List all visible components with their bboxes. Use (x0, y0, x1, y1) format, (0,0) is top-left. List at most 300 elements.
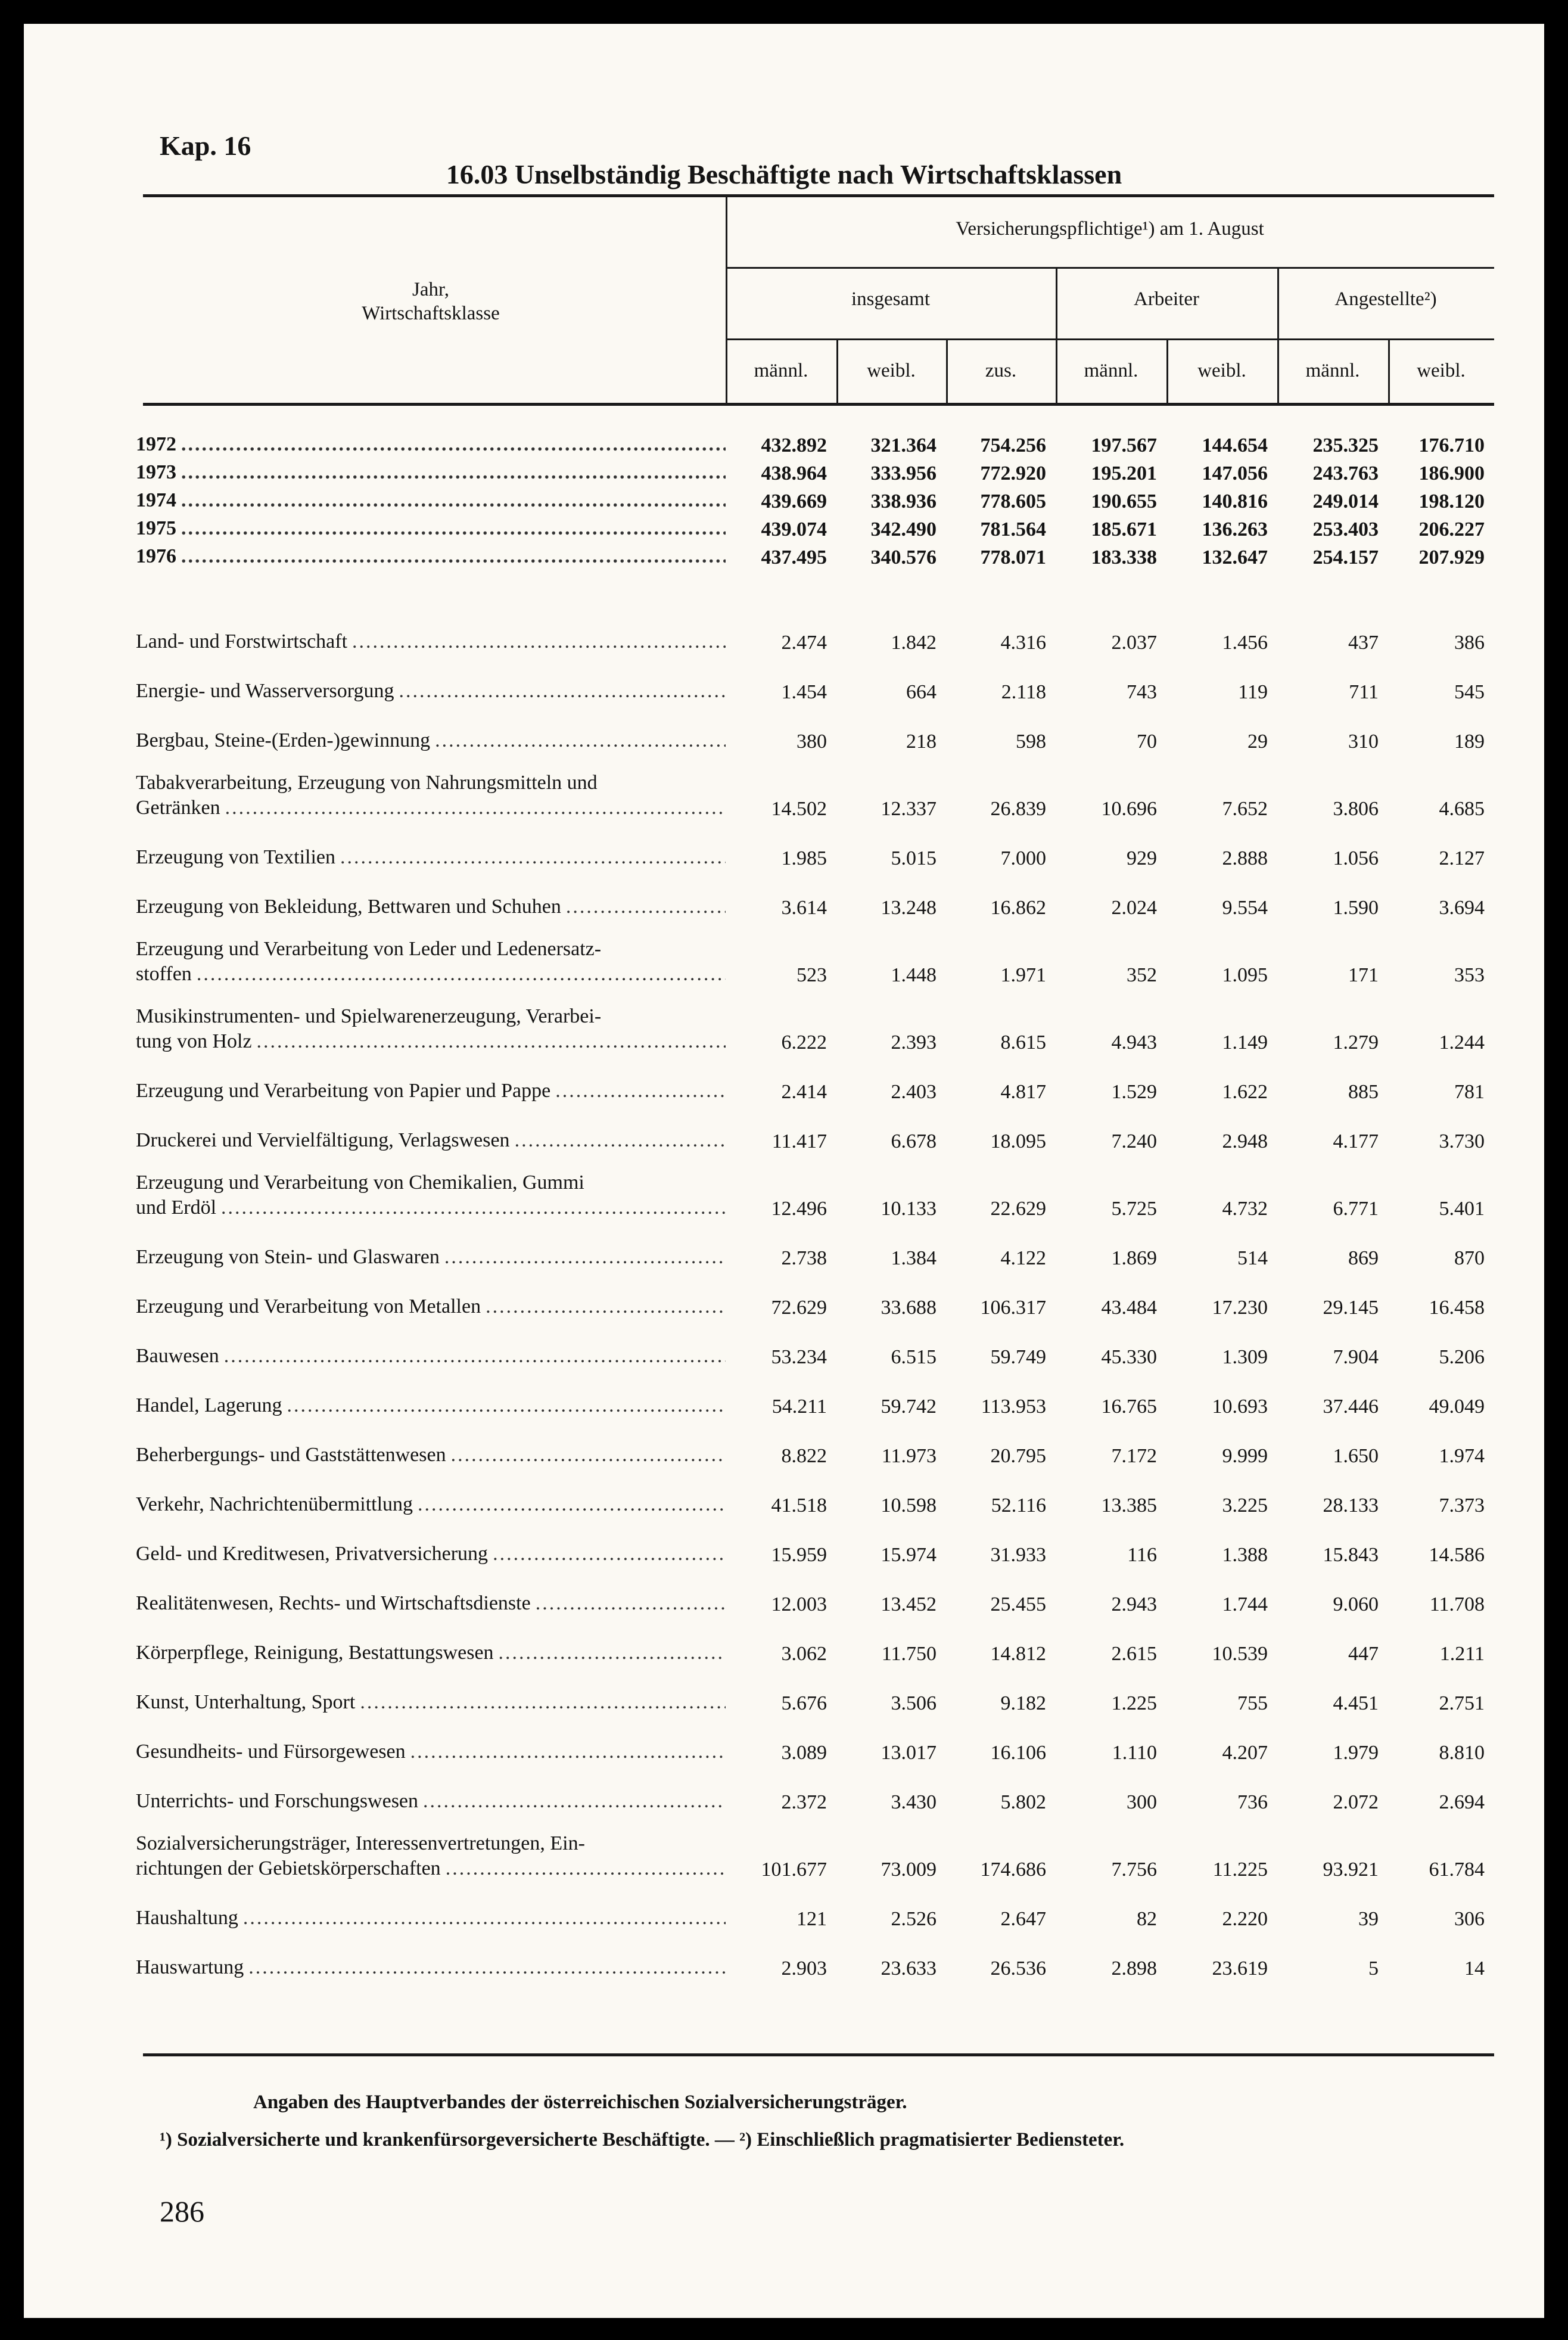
cell-value: 15.974 (881, 1544, 937, 1566)
leader-dots (225, 795, 726, 821)
leader-dots (352, 629, 726, 654)
cell-value: 1.110 (1112, 1742, 1157, 1764)
cell-value: 7.240 (1111, 1130, 1157, 1152)
cell-value: 4.732 (1222, 1198, 1268, 1220)
cell-value: 93.921 (1323, 1859, 1379, 1881)
row-label (136, 1369, 726, 1418)
row-label-text: Bergbau, Steine-(Erden-)gewinnung (136, 729, 431, 751)
top-rule (143, 194, 1494, 197)
subheader-insgesamt: insgesamt (851, 288, 930, 310)
cell-value: 254.157 (1312, 546, 1379, 568)
cell-value: 72.629 (771, 1297, 827, 1319)
row-label-text: Energie- und Wasserversorgung (136, 680, 394, 702)
cell-value: 3.089 (781, 1742, 827, 1764)
row-label-first-line: Erzeugung und Verarbeitung von Chemikalien, Gummi (136, 1171, 584, 1194)
table-row (136, 1814, 1494, 1881)
table-row (136, 654, 1494, 704)
leader-dots (499, 1640, 726, 1665)
cell-value: 121 (797, 1908, 827, 1930)
row-label-text: Bauwesen (136, 1345, 219, 1367)
row-label (136, 1220, 726, 1270)
leader-dots (566, 894, 726, 919)
cell-value: 113.953 (981, 1396, 1046, 1418)
cell-value: 197.567 (1091, 434, 1157, 456)
cell-value: 885 (1348, 1081, 1379, 1103)
cell-value: 2.647 (1000, 1908, 1046, 1930)
cell-value: 2.526 (891, 1908, 937, 1930)
row-label-text: Körperpflege, Reinigung, Bestattungswesen (136, 1642, 494, 1664)
cell-value: 2.024 (1111, 897, 1157, 919)
row-label (136, 1418, 726, 1468)
cell-value: 207.929 (1418, 546, 1485, 568)
leader-dots (410, 1739, 726, 1764)
cell-value: 101.677 (761, 1859, 827, 1881)
cell-value: 755 (1237, 1692, 1268, 1714)
table-row (136, 605, 1494, 654)
cell-value: 28.133 (1323, 1494, 1379, 1517)
cell-value: 869 (1348, 1247, 1379, 1269)
cell-value: 4.451 (1333, 1692, 1379, 1714)
row-label (136, 1665, 726, 1715)
cell-value: 59.742 (881, 1396, 937, 1418)
cell-value: 353 (1454, 964, 1485, 986)
cell-value: 176.710 (1418, 434, 1485, 456)
cell-value: 9.060 (1333, 1593, 1379, 1615)
cell-value: 772.920 (980, 462, 1046, 484)
table-row (136, 1764, 1494, 1814)
cell-value: 82 (1137, 1908, 1157, 1930)
subheader-angestellte: Angestellte²) (1334, 288, 1437, 310)
cell-value: 49.049 (1429, 1396, 1485, 1418)
table-row (136, 1104, 1494, 1153)
cell-value: 8.822 (781, 1445, 827, 1467)
row-label-text: Beherbergungs- und Gaststättenwesen (136, 1444, 446, 1466)
table-bottom-rule (143, 2053, 1494, 2056)
leader-dots (243, 1906, 726, 1931)
cell-value: 380 (797, 731, 827, 753)
leader-dots (181, 516, 726, 541)
row-label (136, 987, 726, 1054)
cell-value: 54.211 (771, 1396, 827, 1418)
header-rule-group (726, 267, 1494, 269)
cell-value: 2.903 (781, 1957, 827, 1979)
row-label (136, 605, 726, 654)
cell-value: 29 (1247, 731, 1268, 753)
cell-value: 13.385 (1101, 1494, 1157, 1517)
group-header: Versicherungspflichtige¹) am 1. August (956, 218, 1264, 240)
cell-value: 140.816 (1202, 490, 1268, 512)
row-label (136, 704, 726, 753)
row-label-text: Haushaltung (136, 1907, 238, 1929)
cell-value: 3.614 (781, 897, 827, 919)
cell-value: 1.056 (1333, 847, 1379, 869)
cell-value: 174.686 (980, 1859, 1046, 1881)
cell-value: 195.201 (1091, 462, 1157, 484)
row-label (136, 753, 726, 821)
cell-value: 2.615 (1111, 1643, 1157, 1665)
row-label-text: 1974 (136, 489, 176, 511)
cell-value: 13.017 (881, 1742, 937, 1764)
cell-value: 7.373 (1439, 1494, 1485, 1517)
cell-value: 4.207 (1222, 1742, 1268, 1764)
table-row (136, 429, 1494, 457)
leader-dots (536, 1591, 726, 1616)
cell-value: 23.619 (1212, 1957, 1268, 1979)
row-label-text: Gesundheits- und Fürsorgewesen (136, 1741, 406, 1763)
row-label-text: Geld- und Kreditwesen, Privatversicherung (136, 1543, 489, 1565)
cell-value: 5.802 (1000, 1791, 1046, 1813)
cell-value: 16.106 (990, 1742, 1046, 1764)
row-label-text: Verkehr, Nachrichtenübermittlung (136, 1493, 413, 1515)
leader-dots (224, 1344, 726, 1369)
leader-dots (340, 845, 726, 870)
row-label-text: 1972 (136, 433, 176, 455)
leader-dots (555, 1079, 726, 1104)
cell-value: 4.316 (1000, 632, 1046, 654)
cell-value: 4.943 (1111, 1031, 1157, 1054)
cell-value: 1.225 (1111, 1692, 1157, 1714)
row-label-text: Handel, Lagerung (136, 1394, 282, 1416)
cell-value: 2.372 (781, 1791, 827, 1813)
cell-value: 16.862 (990, 897, 1046, 919)
table-row (136, 457, 1494, 485)
row-label-line-2: Wirtschaftsklasse (362, 303, 500, 324)
cell-value: 781 (1454, 1081, 1485, 1103)
row-label-text: Realitätenwesen, Rechts- und Wirtschaftsdienste (136, 1592, 531, 1614)
cell-value: 10.696 (1101, 798, 1157, 820)
cell-value: 190.655 (1091, 490, 1157, 512)
table-row (136, 541, 1494, 569)
leader-dots (446, 1856, 726, 1881)
leader-dots (493, 1542, 726, 1567)
leader-dots (257, 1029, 726, 1054)
row-label (136, 513, 726, 541)
cell-value: 2.037 (1111, 632, 1157, 654)
row-label (136, 457, 726, 485)
table-row (136, 1220, 1494, 1270)
col-header-weibl: weibl. (867, 360, 916, 381)
cell-value: 183.338 (1091, 546, 1157, 568)
cell-value: 2.403 (891, 1081, 937, 1103)
cell-value: 1.388 (1222, 1544, 1268, 1566)
cell-value: 5.676 (781, 1692, 827, 1714)
table-row (136, 1881, 1494, 1931)
cell-value: 25.455 (990, 1593, 1046, 1615)
row-label-text: Erzeugung und Verarbeitung von Metallen (136, 1295, 481, 1317)
cell-value: 12.496 (771, 1198, 827, 1220)
table-row (136, 919, 1494, 987)
leader-dots (486, 1294, 726, 1319)
cell-value: 6.678 (891, 1130, 937, 1152)
table-row (136, 1054, 1494, 1104)
cell-value: 2.414 (781, 1081, 827, 1103)
row-label (136, 1270, 726, 1319)
cell-value: 743 (1127, 681, 1157, 703)
cell-value: 438.964 (761, 462, 827, 484)
cell-value: 1.384 (891, 1247, 937, 1269)
col-header-weibl: weibl. (1197, 360, 1246, 381)
row-label-text: Unterrichts- und Forschungswesen (136, 1790, 419, 1812)
cell-value: 5.015 (891, 847, 937, 869)
row-label (136, 1319, 726, 1369)
cell-value: 2.474 (781, 632, 827, 654)
row-label-first-line: Erzeugung und Verarbeitung von Leder und Ledenersatz- (136, 938, 602, 960)
cell-value: 37.446 (1323, 1396, 1379, 1418)
row-label-text: und Erdöl (136, 1197, 217, 1219)
cell-value: 16.458 (1429, 1297, 1485, 1319)
cell-value: 2.127 (1439, 847, 1485, 869)
row-label-text: Erzeugung von Textilien (136, 846, 336, 868)
cell-value: 70 (1137, 731, 1157, 753)
leader-dots (435, 728, 726, 753)
cell-value: 1.454 (781, 681, 827, 703)
cell-value: 929 (1127, 847, 1157, 869)
cell-value: 26.536 (990, 1957, 1046, 1979)
cell-value: 778.071 (980, 546, 1046, 568)
cell-value: 1.309 (1222, 1346, 1268, 1368)
chapter-label: Kap. 16 (160, 130, 251, 161)
row-label-text: Druckerei und Vervielfältigung, Verlagswesen (136, 1129, 510, 1151)
leader-dots (181, 544, 726, 569)
table-row (136, 1665, 1494, 1715)
table-row (136, 870, 1494, 919)
cell-value: 7.904 (1333, 1346, 1379, 1368)
col-header-weibl: weibl. (1417, 360, 1466, 381)
cell-value: 338.936 (870, 490, 937, 512)
table-row (136, 485, 1494, 513)
cell-value: 171 (1348, 964, 1379, 986)
leader-dots (287, 1393, 726, 1418)
cell-value: 1.971 (1000, 964, 1046, 986)
cell-value: 340.576 (870, 546, 937, 568)
row-label (136, 1153, 726, 1220)
cell-value: 1.149 (1222, 1031, 1268, 1054)
cell-value: 10.693 (1212, 1396, 1268, 1418)
table-row (136, 753, 1494, 821)
table-row (136, 1369, 1494, 1418)
cell-value: 14 (1464, 1957, 1485, 1979)
table-row (136, 1931, 1494, 1980)
cell-value: 1.744 (1222, 1593, 1268, 1615)
cell-value: 342.490 (870, 518, 937, 540)
col-header-zus: zus. (985, 360, 1017, 381)
cell-value: 2.898 (1111, 1957, 1157, 1979)
cell-value: 186.900 (1418, 462, 1485, 484)
cell-value: 20.795 (990, 1445, 1046, 1467)
cell-value: 16.765 (1101, 1396, 1157, 1418)
leader-dots (444, 1245, 726, 1270)
cell-value: 119 (1238, 681, 1268, 703)
cell-value: 5.401 (1439, 1198, 1485, 1220)
cell-value: 132.647 (1202, 546, 1268, 568)
row-label-first-line: Musikinstrumenten- und Spielwarenerzeugung, Verarbei- (136, 1005, 602, 1027)
row-label (136, 919, 726, 987)
row-label-text: richtungen der Gebietskörperschaften (136, 1857, 441, 1879)
cell-value: 3.430 (891, 1791, 937, 1813)
cell-value: 243.763 (1312, 462, 1379, 484)
cell-value: 2.118 (1001, 681, 1046, 703)
table-row (136, 1616, 1494, 1665)
row-label (136, 821, 726, 870)
cell-value: 14.812 (990, 1643, 1046, 1665)
row-label (136, 1054, 726, 1104)
cell-value: 3.062 (781, 1643, 827, 1665)
cell-value: 523 (797, 964, 827, 986)
cell-value: 13.452 (881, 1593, 937, 1615)
cell-value: 1.590 (1333, 897, 1379, 919)
cell-value: 439.074 (761, 518, 827, 540)
cell-value: 5 (1368, 1957, 1379, 1979)
cell-value: 6.222 (781, 1031, 827, 1054)
cell-value: 29.145 (1323, 1297, 1379, 1319)
cell-value: 3.694 (1439, 897, 1485, 919)
row-label (136, 1814, 726, 1881)
cell-value: 147.056 (1202, 462, 1268, 484)
cell-value: 1.095 (1222, 964, 1268, 986)
cell-value: 13.248 (881, 897, 937, 919)
row-label (136, 654, 726, 704)
cell-value: 253.403 (1312, 518, 1379, 540)
cell-value: 2.948 (1222, 1130, 1268, 1152)
cell-value: 15.959 (771, 1544, 827, 1566)
row-label (136, 1567, 726, 1616)
footnotes: ¹) Sozialversicherte und krankenfürsorgeversicherte Beschäftigte. — ²) Einschließlich pragmatisierter Bediensteter. (160, 2129, 1125, 2151)
cell-value: 8.615 (1000, 1031, 1046, 1054)
cell-value: 781.564 (980, 518, 1046, 540)
table-row (136, 1153, 1494, 1220)
cell-value: 6.771 (1333, 1198, 1379, 1220)
cell-value: 321.364 (870, 434, 937, 456)
cell-value: 1.869 (1111, 1247, 1157, 1269)
cell-value: 2.220 (1222, 1908, 1268, 1930)
cell-value: 1.650 (1333, 1445, 1379, 1467)
leader-dots (515, 1128, 726, 1153)
cell-value: 514 (1237, 1247, 1268, 1269)
cell-value: 206.227 (1418, 518, 1485, 540)
cell-value: 12.337 (881, 798, 937, 820)
col-header-maennl: männl. (754, 360, 808, 381)
row-label (136, 485, 726, 513)
cell-value: 3.506 (891, 1692, 937, 1714)
cell-value: 10.539 (1212, 1643, 1268, 1665)
cell-value: 2.751 (1439, 1692, 1485, 1714)
cell-value: 437 (1348, 632, 1379, 654)
cell-value: 310 (1348, 731, 1379, 753)
cell-value: 218 (906, 731, 937, 753)
cell-value: 53.234 (771, 1346, 827, 1368)
table-row (136, 1468, 1494, 1517)
leader-dots (221, 1195, 726, 1220)
cell-value: 4.817 (1000, 1081, 1046, 1103)
cell-value: 43.484 (1101, 1297, 1157, 1319)
cell-value: 432.892 (761, 434, 827, 456)
data-table (136, 429, 1494, 1980)
row-label-text: Erzeugung und Verarbeitung von Papier und Pappe (136, 1080, 551, 1102)
cell-value: 185.671 (1091, 518, 1157, 540)
row-label-text: Erzeugung von Bekleidung, Bettwaren und Schuhen (136, 896, 561, 918)
cell-value: 1.974 (1439, 1445, 1485, 1467)
leader-dots (360, 1690, 726, 1715)
cell-value: 73.009 (881, 1859, 937, 1881)
cell-value: 5.725 (1111, 1198, 1157, 1220)
cell-value: 61.784 (1429, 1859, 1485, 1881)
cell-value: 1.842 (891, 632, 937, 654)
cell-value: 12.003 (771, 1593, 827, 1615)
header-bottom-rule (143, 403, 1494, 406)
leader-dots (197, 962, 726, 987)
leader-dots (399, 679, 726, 704)
cell-value: 106.317 (980, 1297, 1046, 1319)
table-row (136, 1567, 1494, 1616)
cell-value: 300 (1127, 1791, 1157, 1813)
cell-value: 545 (1454, 681, 1485, 703)
cell-value: 2.072 (1333, 1791, 1379, 1813)
cell-value: 14.586 (1429, 1544, 1485, 1566)
row-label (136, 1764, 726, 1814)
leader-dots (248, 1955, 726, 1980)
cell-value: 189 (1454, 731, 1485, 753)
cell-value: 736 (1237, 1791, 1268, 1813)
cell-value: 1.985 (781, 847, 827, 869)
cell-value: 39 (1358, 1908, 1379, 1930)
cell-value: 598 (1016, 731, 1046, 753)
row-label (136, 1468, 726, 1517)
cell-value: 352 (1127, 964, 1157, 986)
cell-value: 11.708 (1429, 1593, 1485, 1615)
cell-value: 2.694 (1439, 1791, 1485, 1813)
row-label (136, 1715, 726, 1764)
row-label (136, 429, 726, 457)
cell-value: 41.518 (771, 1494, 827, 1517)
cell-value: 437.495 (761, 546, 827, 568)
cell-value: 778.605 (980, 490, 1046, 512)
row-label-text: 1975 (136, 517, 176, 539)
cell-value: 249.014 (1312, 490, 1379, 512)
row-label-header (136, 278, 726, 325)
cell-value: 45.330 (1101, 1346, 1157, 1368)
cell-value: 4.177 (1333, 1130, 1379, 1152)
cell-value: 1.456 (1222, 632, 1268, 654)
leader-dots (418, 1492, 726, 1517)
cell-value: 7.756 (1111, 1859, 1157, 1881)
cell-value: 18.095 (990, 1130, 1046, 1152)
cell-value: 664 (906, 681, 937, 703)
cell-value: 3.225 (1222, 1494, 1268, 1517)
row-label-text: Getränken (136, 797, 220, 819)
row-label-text: tung von Holz (136, 1030, 252, 1052)
cell-value: 136.263 (1202, 518, 1268, 540)
leader-dots (181, 432, 726, 457)
cell-value: 11.417 (771, 1130, 827, 1152)
cell-value: 116 (1127, 1544, 1157, 1566)
row-label-text: 1976 (136, 545, 176, 567)
table-row (136, 987, 1494, 1054)
table-row (136, 1319, 1494, 1369)
table-row (136, 1517, 1494, 1567)
row-label-text: Erzeugung von Stein- und Glaswaren (136, 1246, 440, 1268)
cell-value: 3.730 (1439, 1130, 1485, 1152)
cell-value: 306 (1454, 1908, 1485, 1930)
cell-value: 26.839 (990, 798, 1046, 820)
table-row (136, 1715, 1494, 1764)
row-label-text: Kunst, Unterhaltung, Sport (136, 1691, 356, 1713)
row-label (136, 1931, 726, 1980)
cell-value: 17.230 (1212, 1297, 1268, 1319)
row-label (136, 1616, 726, 1665)
row-label (136, 870, 726, 919)
cell-value: 11.225 (1212, 1859, 1268, 1881)
col-header-maennl: männl. (1084, 360, 1138, 381)
